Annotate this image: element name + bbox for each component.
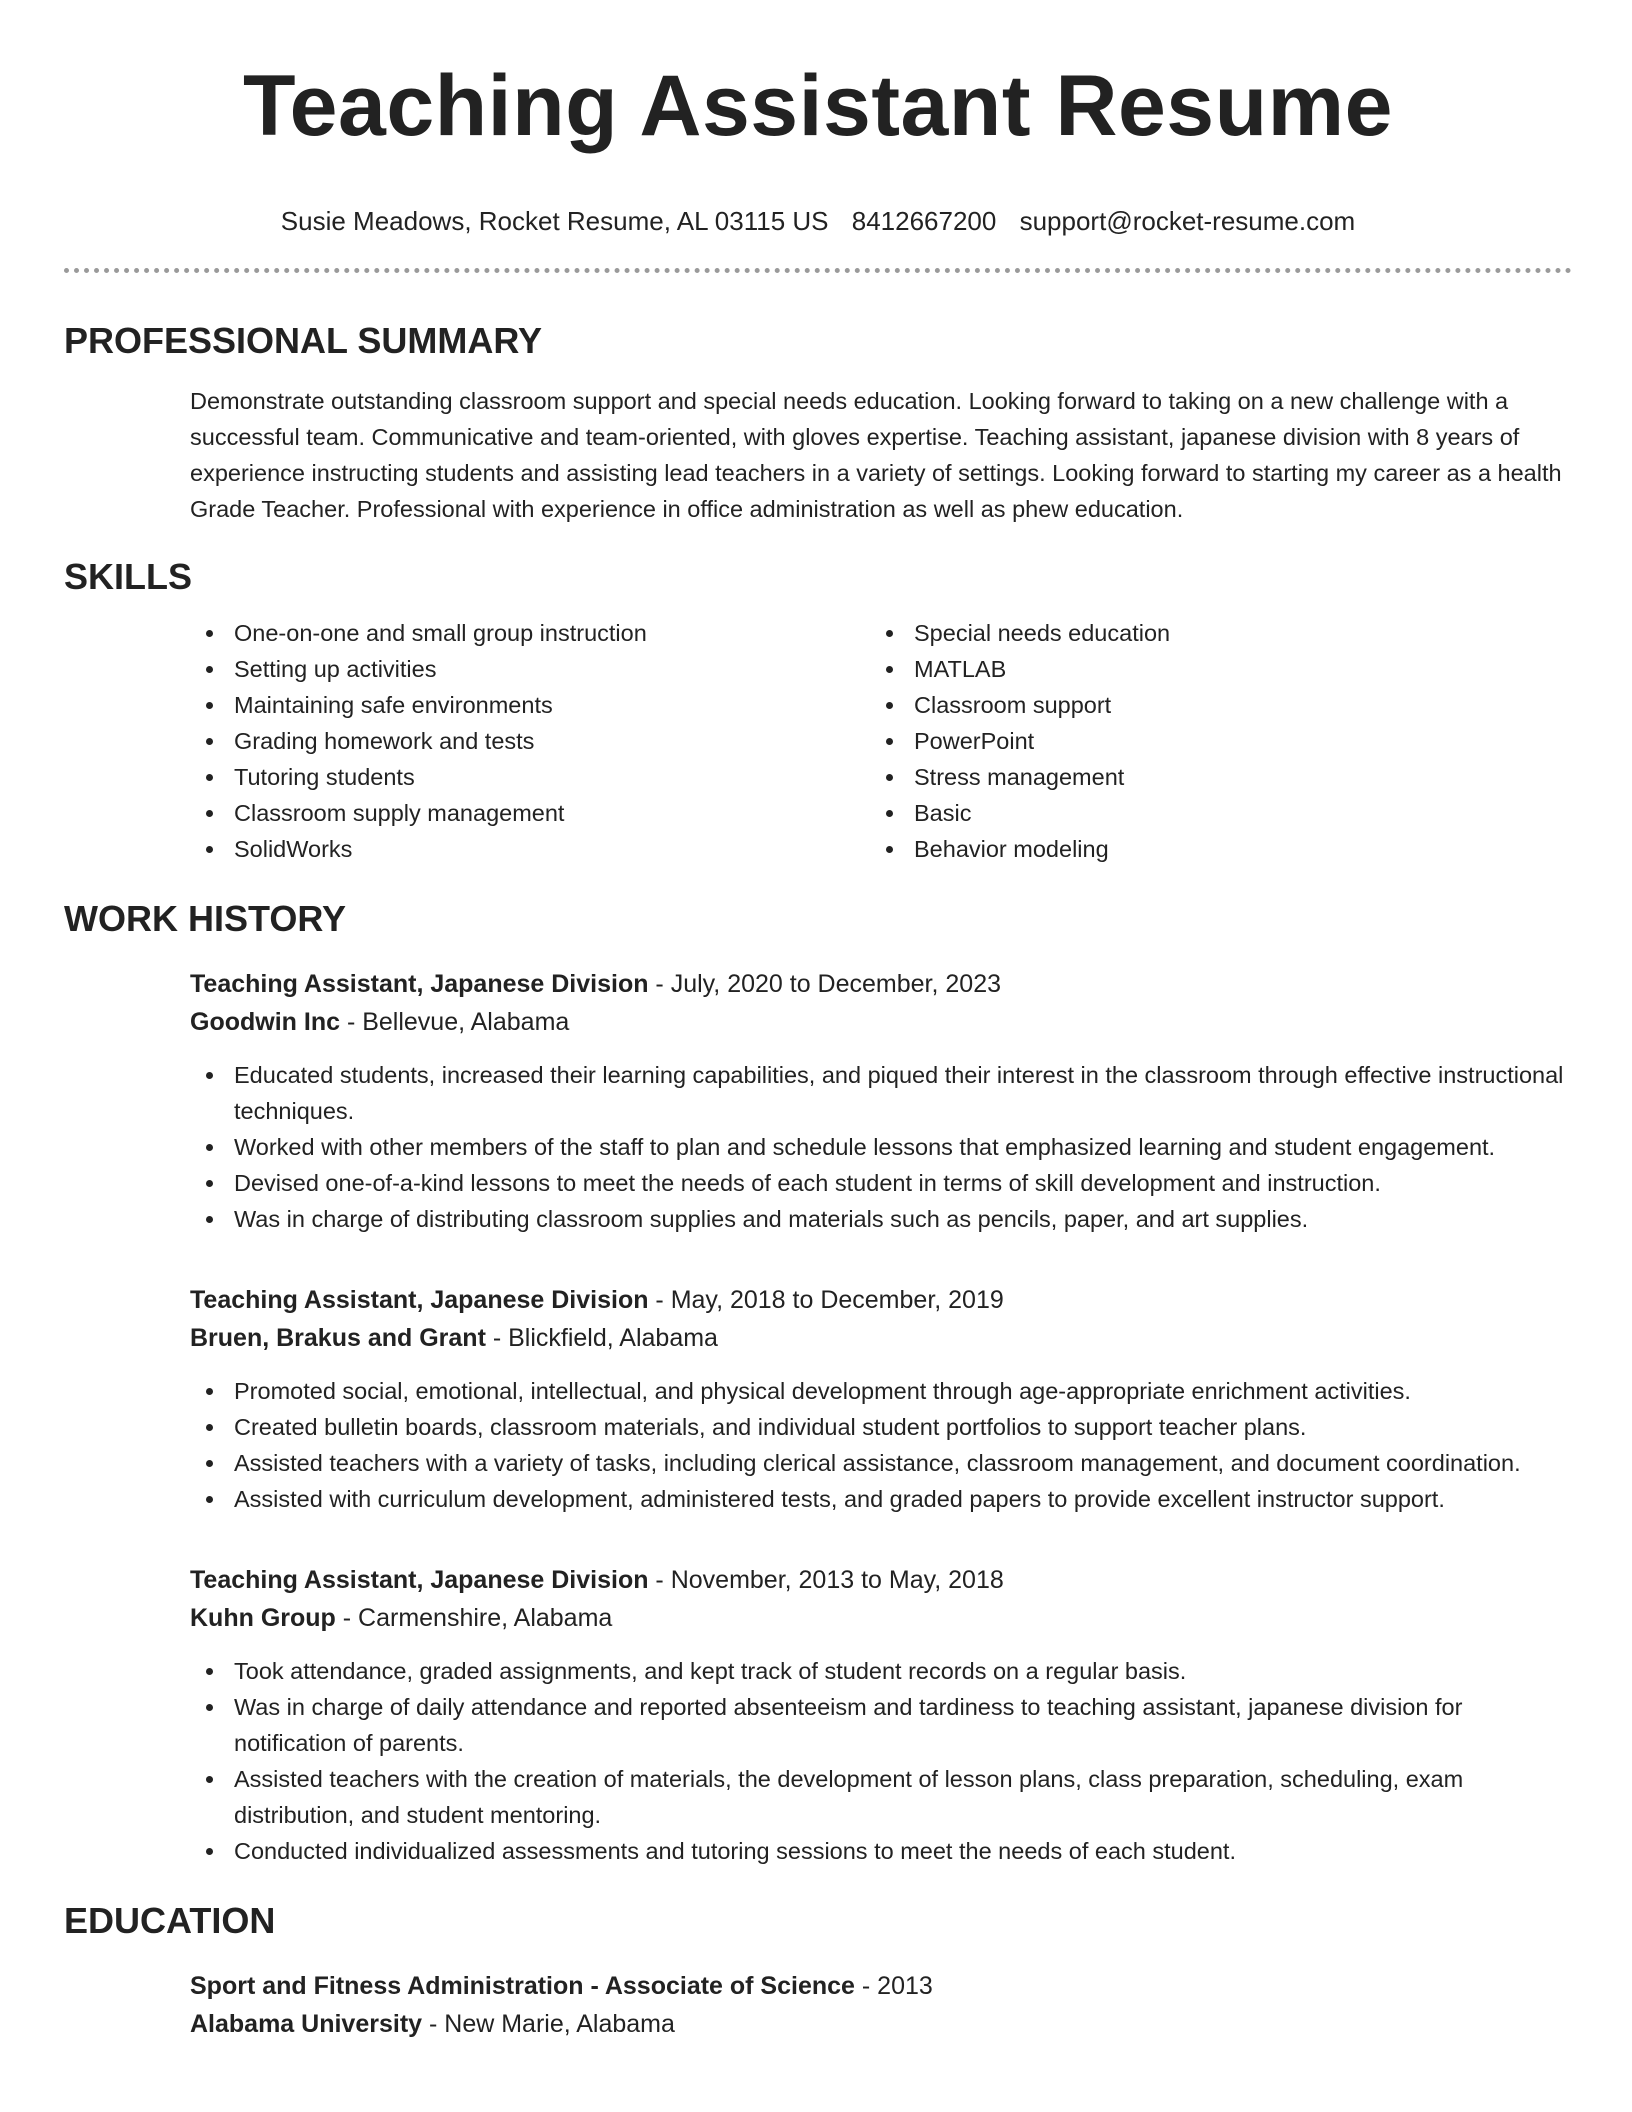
job-title: Teaching Assistant, Japanese Division [190,1566,649,1594]
job-bullet: Took attendance, graded assignments, and kept track of student records on a regular basis. [190,1653,1572,1689]
skills-heading: SKILLS [64,556,193,597]
header-divider [64,268,1572,273]
skill-item: Classroom supply management [190,795,870,831]
job-title-line [190,965,1572,1003]
job-bullets [190,1653,1572,1869]
job-bullet: Devised one-of-a-kind lessons to meet the needs of each student in terms of skill development and instruction. [190,1165,1572,1201]
education-school: Alabama University [190,2010,423,2038]
summary-text: Demonstrate outstanding classroom support and special needs education. Looking forward to taking on a new challenge with a successful team. Communicative and team-oriented, with gloves expertise. Teaching assistant, japanese division with 8 years of experience instructing students and assisting lead teachers in a variety of settings. Looking forward to starting my career as a health Grade Teacher. Professional with experience in office administration as well as phew education. [190,388,1562,522]
education-school-line [190,2005,1572,2043]
resume-title: Teaching Assistant Resume [243,58,1393,154]
summary-section [190,383,1572,527]
job-bullet: Created bulletin boards, classroom materials, and individual student portfolios to support teacher plans. [190,1409,1572,1445]
job-entry [190,965,1572,1237]
skill-item: SolidWorks [190,831,870,867]
job-company: Bruen, Brakus and Grant [190,1324,486,1352]
job-company-line [190,1319,1572,1357]
job-entry [190,1561,1572,1869]
skill-item: Stress management [870,759,1550,795]
skill-item: MATLAB [870,651,1550,687]
education-section [190,1967,1572,2043]
job-location: - Blickfield, Alabama [485,1324,718,1352]
job-bullet: Assisted teachers with a variety of tasks, including clerical assistance, classroom management, and document coordination. [190,1445,1572,1481]
resume-page [64,0,1572,2043]
contact-line [64,204,1572,238]
education-year: - 2013 [854,1972,933,2000]
skill-item: Behavior modeling [870,831,1550,867]
job-title: Teaching Assistant, Japanese Division [190,970,649,998]
job-dates: - November, 2013 to May, 2018 [648,1566,1004,1594]
skill-item: Maintaining safe environments [190,687,870,723]
skill-item: Classroom support [870,687,1550,723]
skills-list-left [190,615,870,867]
job-company-line [190,1003,1572,1041]
skill-item: PowerPoint [870,723,1550,759]
contact-email: support@rocket-resume.com [1019,206,1356,236]
education-heading: EDUCATION [64,1900,276,1941]
skill-item: Basic [870,795,1550,831]
skill-item: Tutoring students [190,759,870,795]
job-dates: - July, 2020 to December, 2023 [648,970,1001,998]
work-history-section [190,965,1572,1869]
job-bullet: Assisted with curriculum development, administered tests, and graded papers to provide excellent instructor support. [190,1481,1572,1517]
skill-item: One-on-one and small group instruction [190,615,870,651]
job-entry [190,1281,1572,1517]
job-dates: - May, 2018 to December, 2019 [648,1286,1004,1314]
education-degree-line [190,1967,1572,2005]
education-degree: Sport and Fitness Administration - Associate of Science [190,1972,855,2000]
skills-column-right [870,615,1550,867]
job-location: - Carmenshire, Alabama [335,1604,613,1632]
work-history-heading: WORK HISTORY [64,898,347,939]
job-company: Kuhn Group [190,1604,336,1632]
skill-item: Setting up activities [190,651,870,687]
job-bullet: Conducted individualized assessments and tutoring sessions to meet the needs of each student. [190,1833,1572,1869]
job-location: - Bellevue, Alabama [340,1008,570,1036]
skills-grid [190,615,1572,867]
job-bullets [190,1373,1572,1517]
job-bullets [190,1057,1572,1237]
job-company: Goodwin Inc [190,1008,340,1036]
job-bullet: Worked with other members of the staff to plan and schedule lessons that emphasized learning and student engagement. [190,1129,1572,1165]
skill-item: Grading homework and tests [190,723,870,759]
education-location: - New Marie, Alabama [422,2010,675,2038]
contact-address: Susie Meadows, Rocket Resume, AL 03115 US [280,206,829,236]
job-bullet: Was in charge of daily attendance and reported absenteeism and tardiness to teaching assistant, japanese division for notification of parents. [190,1689,1572,1761]
job-company-line [190,1599,1572,1637]
education-entry [190,1967,1572,2043]
contact-phone: 8412667200 [851,206,997,236]
job-title-line [190,1561,1572,1599]
skills-section [190,615,1572,867]
job-bullet: Was in charge of distributing classroom supplies and materials such as pencils, paper, and art supplies. [190,1201,1572,1237]
skill-item: Special needs education [870,615,1550,651]
job-bullet: Assisted teachers with the creation of materials, the development of lesson plans, class preparation, scheduling, exam distribution, and student mentoring. [190,1761,1572,1833]
summary-heading: PROFESSIONAL SUMMARY [64,320,543,361]
skills-list-right [870,615,1550,867]
skills-column-left [190,615,870,867]
job-bullet: Educated students, increased their learning capabilities, and piqued their interest in the classroom through effective instructional techniques. [190,1057,1572,1129]
job-bullet: Promoted social, emotional, intellectual, and physical development through age-appropriate enrichment activities. [190,1373,1572,1409]
job-title-line [190,1281,1572,1319]
job-title: Teaching Assistant, Japanese Division [190,1286,649,1314]
